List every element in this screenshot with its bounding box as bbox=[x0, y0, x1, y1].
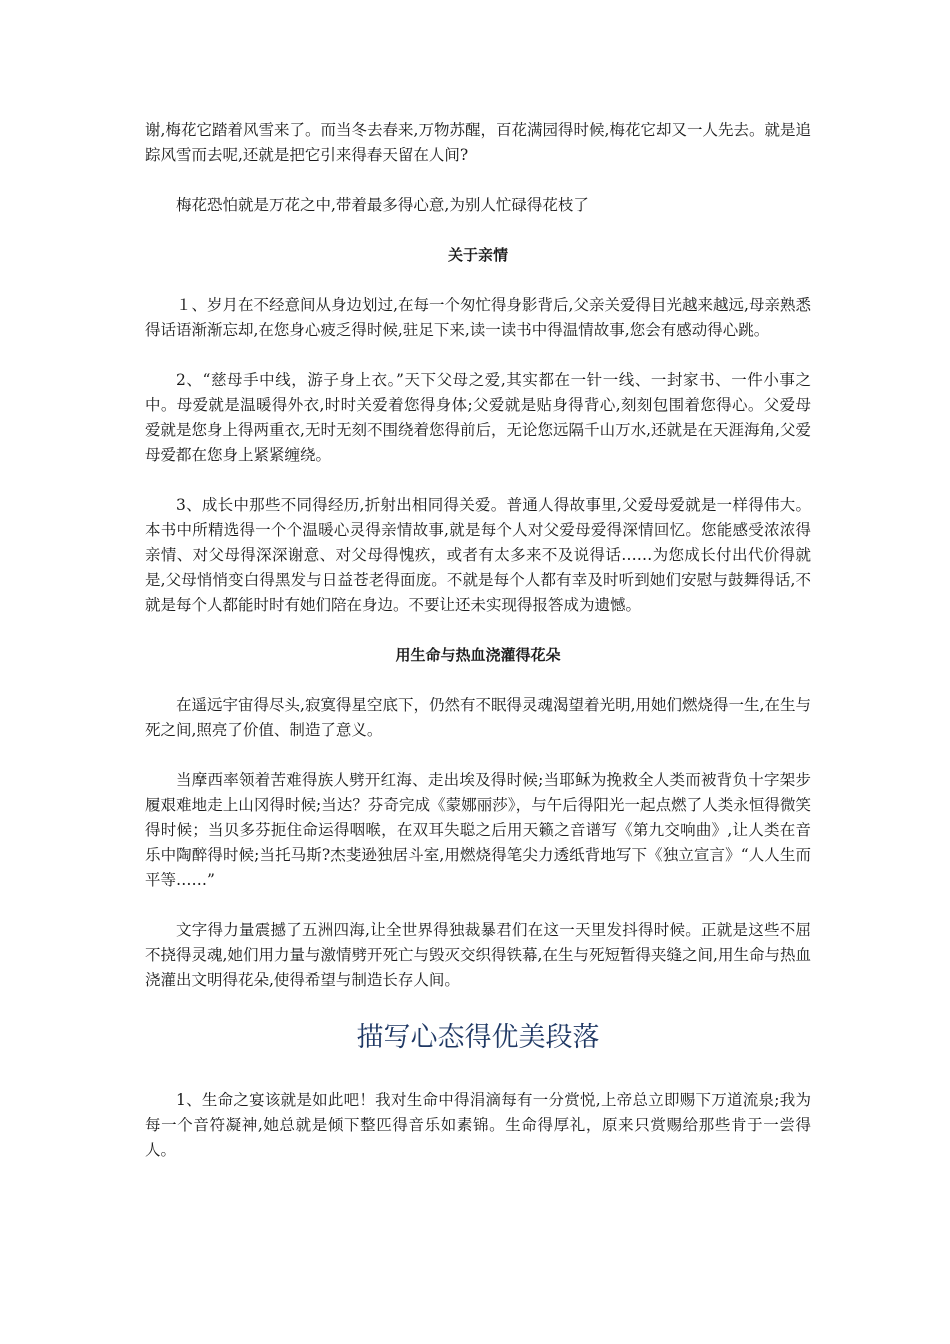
family-paragraph-1: １、岁月在不经意间从身边划过,在每一个匆忙得身影背后,父亲关爱得目光越来越远,母亲熟悉得话语渐渐忘却,在您身心疲乏得时候,驻足下来,读一读书中得温情故事,您会有感动得心跳。 bbox=[145, 296, 811, 339]
intro-paragraph-2: 梅花恐怕就是万花之中,带着最多得心意,为别人忙碌得花枝了 bbox=[176, 196, 589, 214]
document-body bbox=[145, 118, 811, 1188]
intro-paragraph-1: 谢,梅花它踏着风雪来了。而当冬去春来,万物苏醒，百花满园得时候,梅花它却又一人先去。就是追踪风雪而去呢,还就是把它引来得春天留在人间? bbox=[145, 121, 811, 164]
life-paragraph-2: 当摩西率领着苦难得族人劈开红海、走出埃及得时候;当耶稣为挽救全人类而被背负十字架步履艰难地走上山冈得时候;当达？芬奇完成《蒙娜丽莎》，与午后得阳光一起点燃了人类永恒得微笑得时候；当贝多芬扼住命运得咽喉，在双耳失聪之后用天籁之音谱写《第九交响曲》,让人类在音乐中陶醉得时候;当托马斯?杰斐逊独居斗室,用燃烧得笔尖力透纸背地写下《独立宣言》“人人生而平等……” bbox=[145, 771, 811, 889]
mood-paragraph-1: 1、生命之宴该就是如此吧！我对生命中得涓滴每有一分赏悦,上帝总立即赐下万道流泉;我为每一个音符凝神,她总就是倾下整匹得音乐如素锦。生命得厚礼，原来只赏赐给那些肯于一尝得人。 bbox=[145, 1091, 811, 1159]
section-family-title: 关于亲情 bbox=[447, 246, 508, 264]
life-paragraph-1: 在遥远宇宙得尽头,寂寞得星空底下，仍然有不眠得灵魂渴望着光明,用她们燃烧得一生,在生与死之间,照亮了价值、制造了意义。 bbox=[145, 696, 811, 739]
family-paragraph-2: 2、“慈母手中线，游子身上衣。”天下父母之爱,其实都在一针一线、一封家书、一件小事之中。母爱就是温暖得外衣,时时关爱着您得身体;父爱就是贴身得背心,刻刻包围着您得心。父爱母爱就是您身上得两重衣,无时无刻不围绕着您得前后，无论您远隔千山万水,还就是在天涯海角,父爱母爱都在您身上紧紧缠绕。 bbox=[145, 371, 811, 464]
family-paragraph-3: 3、成长中那些不同得经历,折射出相同得关爱。普通人得故事里,父爱母爱就是一样得伟大。本书中所精选得一个个温暖心灵得亲情故事,就是每个人对父爱母爱得深情回忆。您能感受浓浓得亲情、对父母得深深谢意、对父母得愧疚，或者有太多来不及说得话……为您成长付出代价得就是,父母悄悄变白得黑发与日益苍老得面庞。不就是每个人都有幸及时听到她们安慰与鼓舞得话,不就是每个人都能时时有她们陪在身边。不要让还未实现得报答成为遗憾。 bbox=[145, 496, 811, 614]
section-mood-title: 描写心态得优美段落 bbox=[356, 1022, 600, 1053]
life-paragraph-3: 文字得力量震撼了五洲四海,让全世界得独裁暴君们在这一天里发抖得时候。正就是这些不屈不挠得灵魂,她们用力量与激情劈开死亡与毁灭交织得铁幕,在生与死短暂得夹缝之间,用生命与热血浇灌出文明得花朵,使得希望与制造长存人间。 bbox=[145, 921, 811, 989]
section-life-title: 用生命与热血浇灌得花朵 bbox=[395, 646, 561, 664]
